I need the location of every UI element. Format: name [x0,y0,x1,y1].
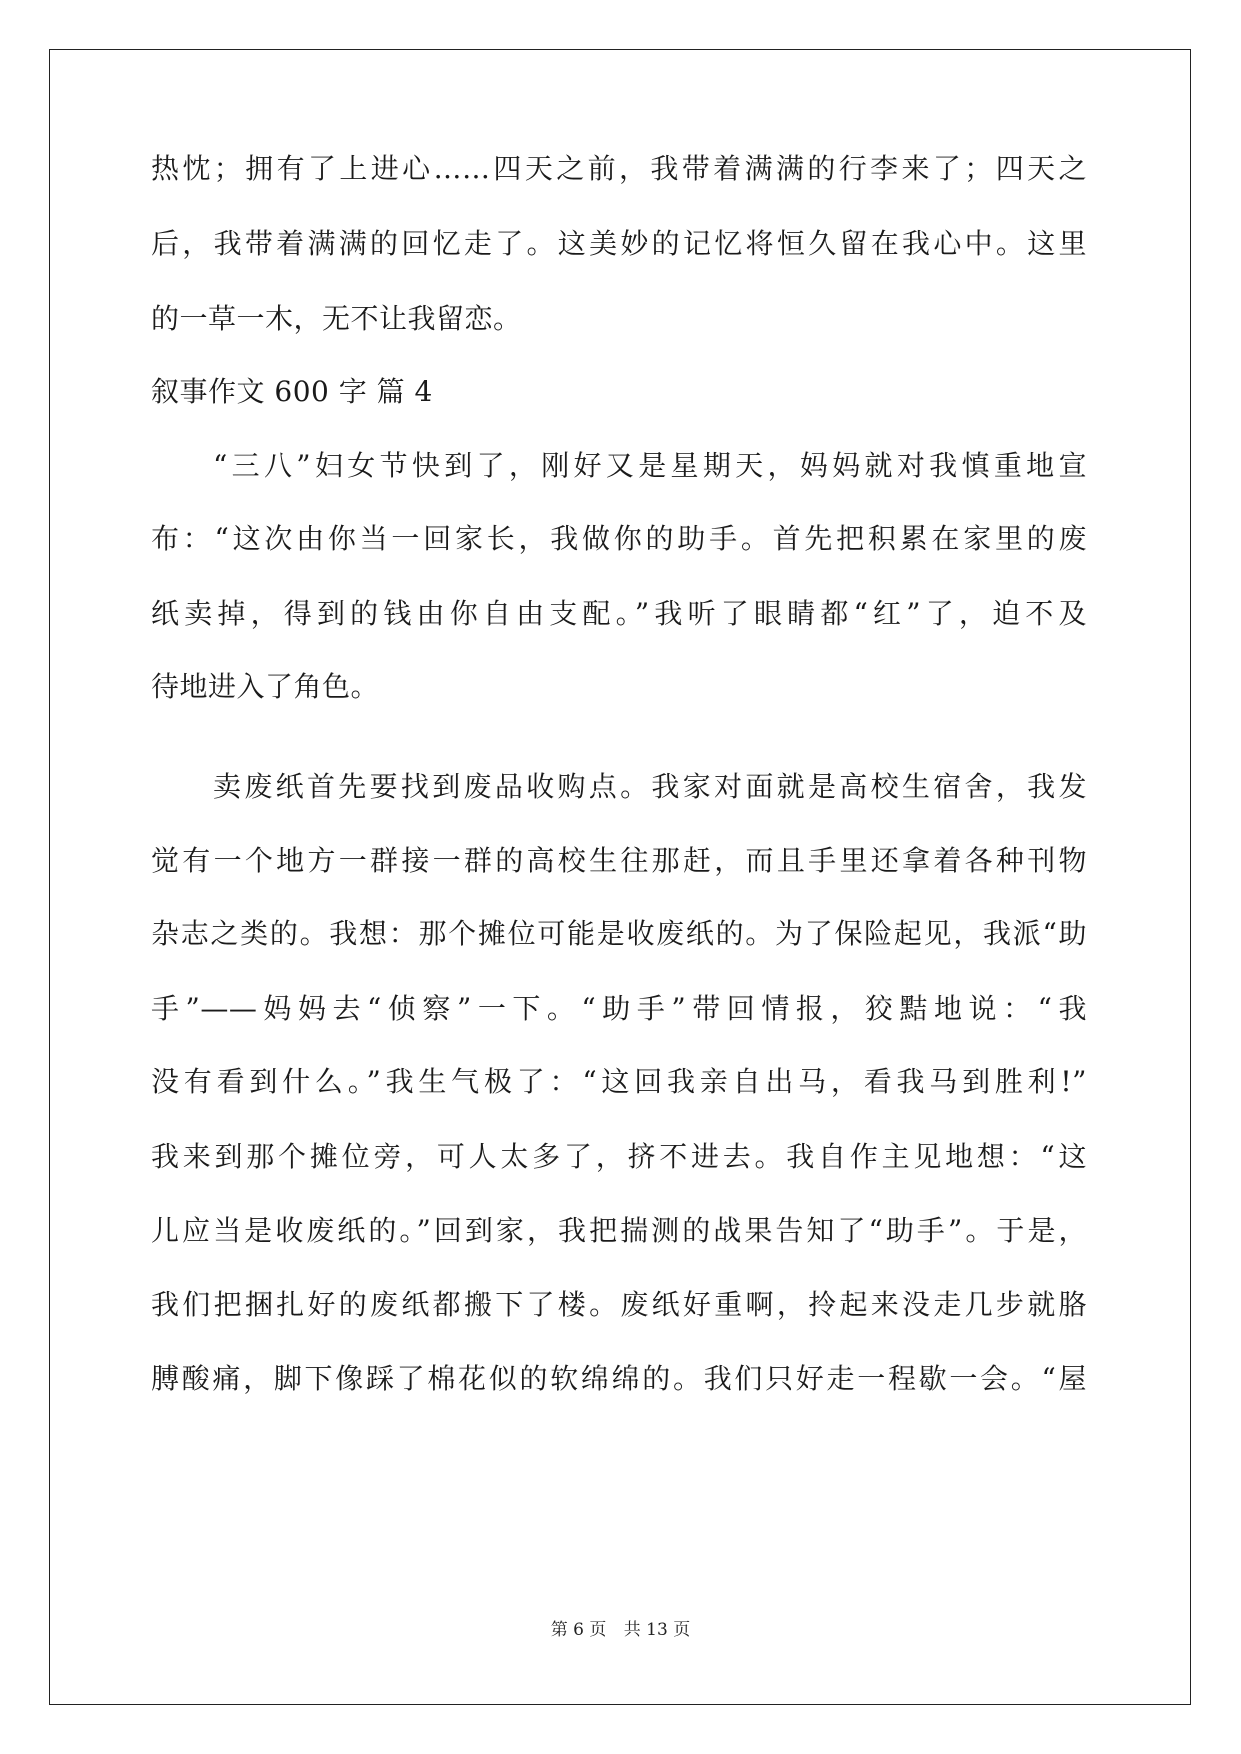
text-line: 待地进入了角色。 [151,670,380,703]
text-line: 纸卖掉，得到的钱由你自由支配。”我听了眼睛都“红”了，迫不及 [151,597,1087,630]
text-line: 儿应当是收废纸的。”回到家，我把揣测的战果告知了“助手”。于是， [151,1214,1087,1247]
text-line: 没有看到什么。”我生气极了：“这回我亲自出马，看我马到胜利!” [151,1065,1087,1098]
text-line: 布：“这次由你当一回家长，我做你的助手。首先把积累在家里的废 [151,522,1087,555]
text-line: 热忱；拥有了上进心……四天之前，我带着满满的行李来了；四天之 [151,152,1087,185]
paragraph-first-line: 卖废纸首先要找到废品收购点。我家对面就是高校生宿舍，我发 [213,770,1087,803]
text-line: 手”——妈妈去“侦察”一下。“助手”带回情报，狡黠地说：“我 [151,992,1087,1025]
section-heading: 叙事作文 600 字 篇 4 [151,375,433,408]
text-line: 膊酸痛，脚下像踩了棉花似的软绵绵的。我们只好走一程歇一会。“屋 [151,1362,1087,1395]
text-line: 我来到那个摊位旁，可人太多了，挤不进去。我自作主见地想：“这 [151,1140,1087,1173]
text-line: 杂志之类的。我想：那个摊位可能是收废纸的。为了保险起见，我派“助 [151,917,1087,950]
text-line: 觉有一个地方一群接一群的高校生往那赶，而且手里还拿着各种刊物 [151,844,1087,877]
page-total: 共 13 页 [623,1620,691,1640]
page-footer [0,1618,1241,1642]
text-line: 我们把捆扎好的废纸都搬下了楼。废纸好重啊，拎起来没走几步就胳 [151,1288,1087,1321]
page-number: 第 6 页 [550,1620,607,1640]
paragraph-first-line: “三八”妇女节快到了，刚好又是星期天，妈妈就对我慎重地宣 [213,449,1087,482]
text-line: 的一草一木，无不让我留恋。 [151,302,522,335]
text-line: 后，我带着满满的回忆走了。这美妙的记忆将恒久留在我心中。这里 [151,227,1087,260]
